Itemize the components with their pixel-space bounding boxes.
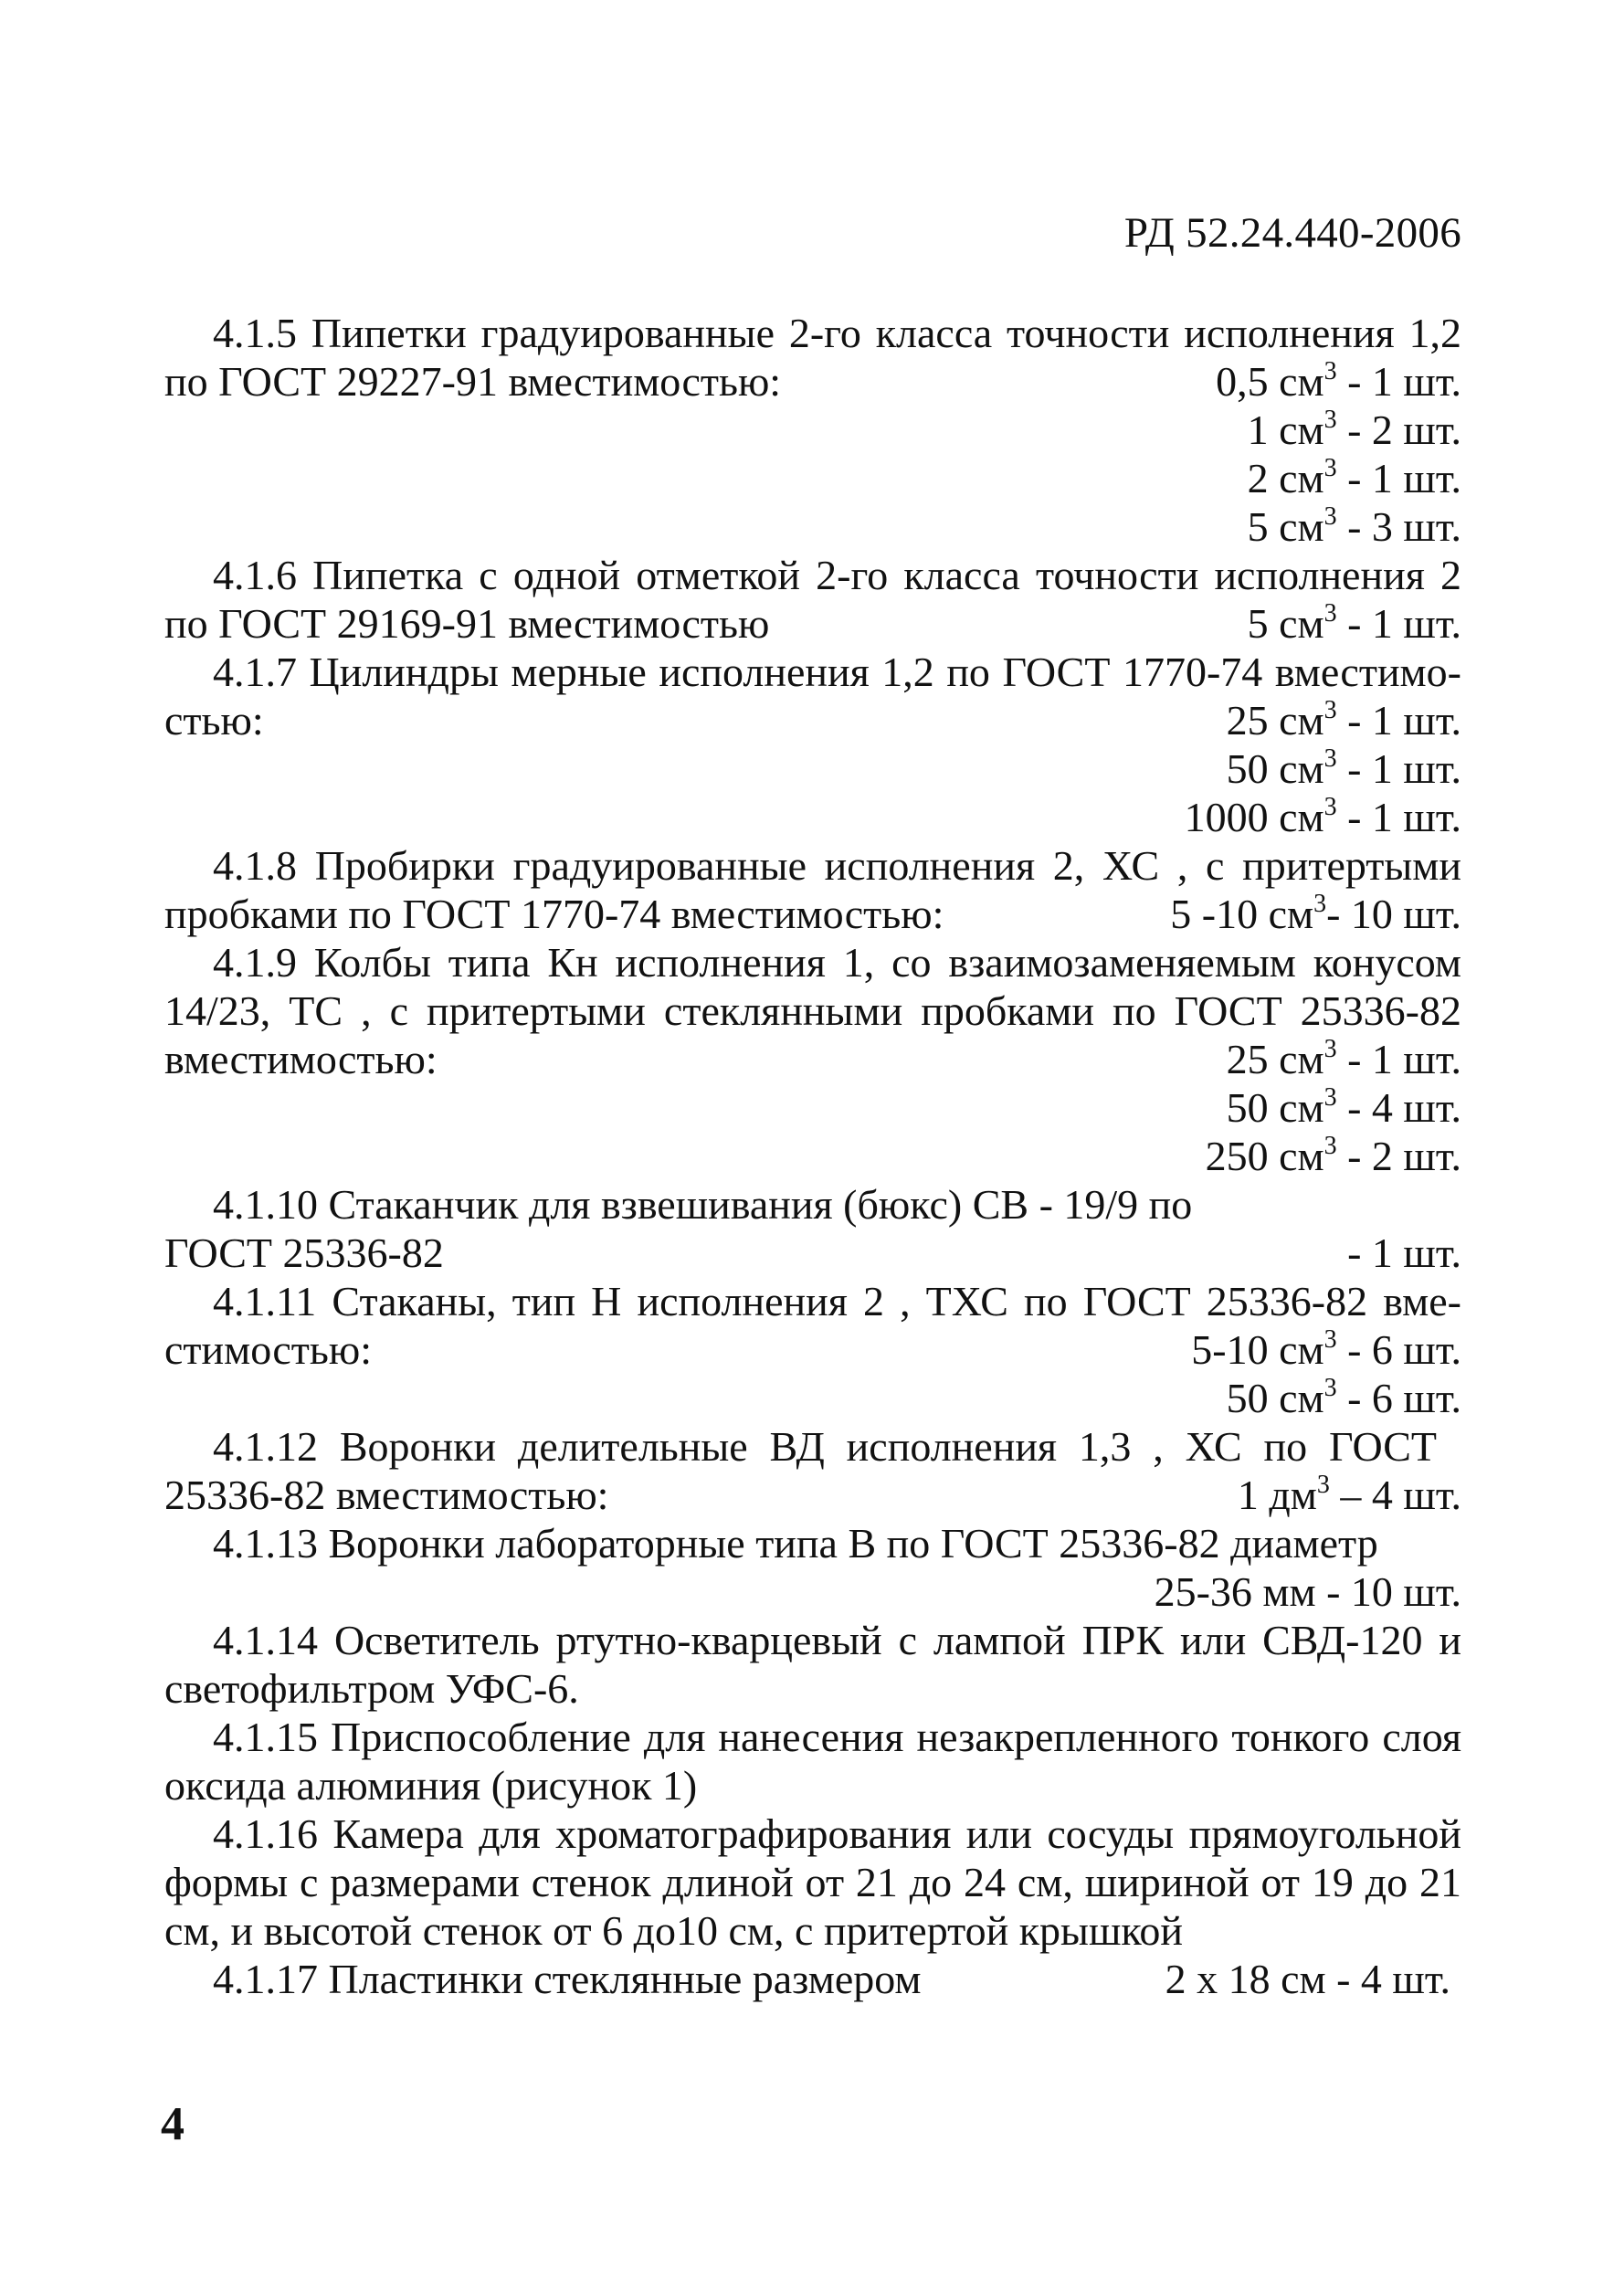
item-text: по ГОСТ 29169-91 вместимостью — [164, 600, 770, 647]
item-4-1-12-line2 — [164, 1471, 1461, 1519]
item-4-1-15-line1: 4.1.15 Приспособление для нанесения незакрепленного тонкого слоя — [213, 1714, 1461, 1760]
item-text: 4.1.17 Пластинки стеклянные размером — [213, 1956, 922, 2002]
item-4-1-7-line1: 4.1.7 Цилиндры мерные исполнения 1,2 по ГОСТ 1770-74 вместимо- — [213, 649, 1461, 695]
item-4-1-16-line2: формы с размерами стенок длиной от 21 до 24 см, шириной от 19 до 21 — [164, 1859, 1461, 1905]
item-4-1-14-line2: светофильтром УФС-6. — [164, 1665, 579, 1712]
item-text: по ГОСТ 29227-91 вместимостью: — [164, 358, 782, 405]
item-text: 25336-82 вместимостью: — [164, 1472, 609, 1518]
item-4-1-6-line1: 4.1.6 Пипетка с одной отметкой 2-го класса точности исполнения 2 — [213, 552, 1461, 598]
document-header: РД 52.24.440-2006 — [1123, 209, 1461, 257]
item-4-1-13-line1: 4.1.13 Воронки лабораторные типа В по ГОСТ 25336-82 диаметр — [213, 1520, 1378, 1567]
item-4-1-7-line2 — [164, 696, 1461, 744]
quantity-row — [164, 1083, 1461, 1132]
quantity: 1000 $см^3 - 1$ шт. — [1184, 793, 1461, 840]
quantity: 250 $см^3 - 2$ шт. — [1205, 1132, 1461, 1179]
item-4-1-6-line2 — [164, 599, 1461, 648]
quantity: 0,5 $см^3 - 1$ шт. — [1216, 357, 1461, 405]
document-body — [164, 309, 1461, 2003]
quantity: 50 $см^3 - 6$ шт. — [1226, 1374, 1461, 1421]
item-4-1-14-line1: 4.1.14 Осветитель ртутно-кварцевый с лампой ПРК или СВД-120 и — [213, 1617, 1461, 1663]
item-text: 4.1.12 Воронки делительные ВД исполнения 1,3 , ХС по ГОСТ — [213, 1423, 1437, 1470]
item-4-1-8-line2 — [164, 890, 1461, 938]
item-4-1-16-line3: см, и высотой стенок от 6 до10 см, с притертой крышкой — [164, 1907, 1184, 1954]
quantity: 50 $см^3 - 1$ шт. — [1226, 744, 1461, 792]
quantity: 5-10 $см^3 - 6$ шт. — [1191, 1325, 1461, 1373]
item-4-1-9-line2: 14/23, ТС , с притертыми стеклянными пробками по ГОСТ 25336-82 — [164, 987, 1461, 1034]
quantity: 5 $см^3 - 1$ шт. — [1247, 599, 1461, 647]
item-4-1-12-line1 — [164, 1422, 1437, 1471]
item-4-1-5-line1: 4.1.5 Пипетки градуированные 2-го класса точности исполнения 1,2 — [213, 310, 1461, 356]
item-4-1-17-line1 — [164, 1955, 1461, 2003]
quantity: 2 х 18 см - 4 шт. — [1165, 1956, 1450, 2002]
quantity: 5 $см^3 - 3$ шт. — [1247, 502, 1461, 550]
item-4-1-5-line2 — [164, 357, 1461, 406]
quantity-row — [164, 744, 1461, 793]
quantity-row — [164, 502, 1461, 551]
item-4-1-8-line1: 4.1.8 Пробирки градуированные исполнения 2, ХС , с притертыми — [213, 842, 1461, 889]
page-number: 4 — [161, 2098, 185, 2150]
quantity: 25 $см^3 - 1$ шт. — [1226, 1035, 1461, 1082]
item-4-1-10-line1: 4.1.10 Стаканчик для взвешивания (бюкс) СВ - 19/9 по — [213, 1181, 1193, 1228]
item-text: вместимостью: — [164, 1036, 438, 1082]
item-text: ГОСТ 25336-82 — [164, 1229, 444, 1276]
quantity: 50 $см^3 - 4$ шт. — [1226, 1083, 1461, 1131]
item-4-1-9-line3 — [164, 1035, 1461, 1083]
item-text: стимостью: — [164, 1326, 373, 1373]
quantity-row — [164, 793, 1461, 841]
item-4-1-16-line1: 4.1.16 Камера для хроматографирования или сосуды прямоугольной — [213, 1810, 1461, 1857]
item-4-1-15-line2: оксида алюминия (рисунок 1) — [164, 1762, 698, 1809]
quantity: - 1 шт. — [1347, 1229, 1461, 1276]
quantity-row — [164, 1132, 1461, 1180]
quantity: 1 $дм^3 - 4$ шт. — [1237, 1471, 1461, 1518]
item-4-1-11-line2 — [164, 1325, 1461, 1374]
item-4-1-9-line1: 4.1.9 Колбы типа Кн исполнения 1, со взаимозаменяемым конусом — [213, 939, 1461, 986]
item-4-1-10-line2 — [164, 1229, 1461, 1277]
item-text: пробками по ГОСТ 1770-74 вместимостью: — [164, 891, 944, 937]
quantity-row — [164, 1374, 1461, 1422]
item-text: стью: — [164, 697, 264, 744]
quantity: 1 $см^3 - 2$ шт. — [1247, 406, 1461, 453]
quantity-row — [164, 454, 1461, 502]
quantity: 5 -10 $см^3-$ 10 шт. — [1170, 890, 1461, 937]
item-4-1-11-line1: 4.1.11 Стаканы, тип Н исполнения 2 , ТХС по ГОСТ 25336-82 вме- — [213, 1278, 1461, 1324]
quantity: 25 $см^3 - 1$ шт. — [1226, 696, 1461, 744]
quantity: 25-36 мм - 10 шт. — [1154, 1568, 1461, 1615]
quantity-row — [164, 406, 1461, 454]
quantity: 2 $см^3 - 1$ шт. — [1247, 454, 1461, 501]
quantity-row — [164, 1567, 1461, 1616]
